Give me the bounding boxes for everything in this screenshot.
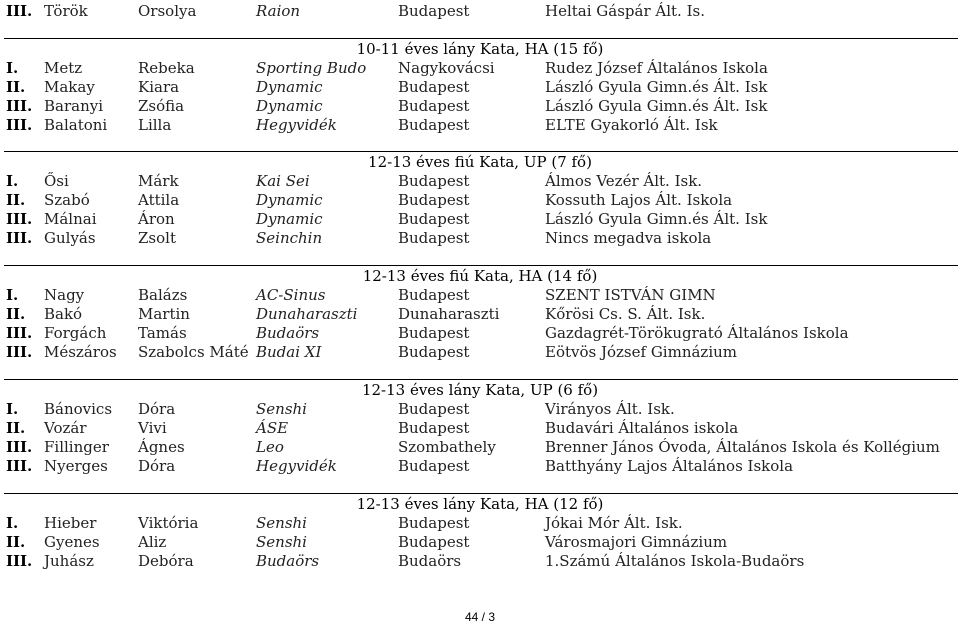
club: Leo — [256, 438, 284, 456]
city: Budapest — [398, 324, 470, 342]
city: Budapest — [398, 400, 470, 418]
section-divider — [4, 379, 958, 380]
result-row — [0, 457, 960, 476]
result-row — [0, 97, 960, 116]
club: Dynamic — [256, 191, 323, 209]
result-row — [0, 400, 960, 419]
last-name: Szabó — [44, 191, 90, 209]
last-name: Forgách — [44, 324, 107, 342]
last-name: Baranyi — [44, 97, 104, 115]
last-name: Juhász — [44, 552, 94, 570]
result-row — [0, 191, 960, 210]
city: Budapest — [398, 78, 470, 96]
first-name: Attila — [138, 191, 180, 209]
club: Dynamic — [256, 210, 323, 228]
school: Batthyány Lajos Általános Iskola — [545, 457, 794, 475]
result-row — [0, 305, 960, 324]
place: I. — [6, 514, 19, 532]
school: Eötvös József Gimnázium — [545, 343, 738, 361]
place: II. — [6, 419, 26, 437]
club: Dynamic — [256, 97, 323, 115]
result-row — [0, 59, 960, 78]
section-title: 12-13 éves lány Kata, HA (12 fő) — [356, 495, 604, 513]
result-row — [0, 286, 960, 305]
school: Virányos Ált. Isk. — [545, 400, 675, 418]
section-title: 10-11 éves lány Kata, HA (15 fő) — [356, 40, 604, 58]
place: III. — [6, 97, 33, 115]
school: László Gyula Gimn.és Ált. Isk — [545, 210, 768, 228]
club: Dynamic — [256, 78, 323, 96]
city: Nagykovácsi — [398, 59, 495, 77]
result-row — [0, 533, 960, 552]
city: Budapest — [398, 419, 470, 437]
city: Budapest — [398, 457, 470, 475]
result-row — [0, 343, 960, 362]
last-name: Nagy — [44, 286, 85, 304]
club: ÁSE — [256, 419, 289, 437]
first-name: Zsófia — [138, 97, 185, 115]
result-row — [0, 552, 960, 571]
last-name: Ősi — [44, 172, 69, 190]
city: Budapest — [398, 2, 470, 20]
place: III. — [6, 457, 33, 475]
club: Senshi — [256, 533, 307, 551]
first-name: Lilla — [138, 116, 172, 134]
result-row — [0, 2, 960, 21]
place: I. — [6, 400, 19, 418]
result-row — [0, 229, 960, 248]
city: Budapest — [398, 343, 470, 361]
first-name: Aliz — [138, 533, 167, 551]
last-name: Török — [44, 2, 88, 20]
first-name: Szabolcs Máté — [138, 343, 249, 361]
club: Senshi — [256, 400, 307, 418]
result-row — [0, 324, 960, 343]
first-name: Dóra — [138, 457, 176, 475]
result-row — [0, 419, 960, 438]
first-name: Viktória — [138, 514, 199, 532]
first-name: Tamás — [138, 324, 187, 342]
first-name: Áron — [138, 210, 175, 228]
last-name: Metz — [44, 59, 83, 77]
last-name: Mészáros — [44, 343, 117, 361]
city: Budaörs — [398, 552, 462, 570]
place: II. — [6, 78, 26, 96]
last-name: Gyenes — [44, 533, 100, 551]
section-title: 12-13 éves fiú Kata, UP (7 fő) — [368, 153, 592, 171]
place: I. — [6, 59, 19, 77]
school: László Gyula Gimn.és Ált. Isk — [545, 97, 768, 115]
city: Budapest — [398, 229, 470, 247]
last-name: Bánovics — [44, 400, 113, 418]
first-name: Kiara — [138, 78, 180, 96]
school: Kossuth Lajos Ált. Iskola — [545, 191, 733, 209]
place: III. — [6, 229, 33, 247]
result-row — [0, 514, 960, 533]
place: I. — [6, 286, 19, 304]
city: Budapest — [398, 191, 470, 209]
section-divider — [4, 151, 958, 152]
school: László Gyula Gimn.és Ált. Isk — [545, 78, 768, 96]
last-name: Málnai — [44, 210, 97, 228]
section-title: 12-13 éves lány Kata, UP (6 fő) — [361, 381, 599, 399]
last-name: Bakó — [44, 305, 83, 323]
school: Gazdagrét-Törökugrató Általános Iskola — [545, 324, 849, 342]
city: Budapest — [398, 533, 470, 551]
school: Jókai Mór Ált. Isk. — [545, 514, 683, 532]
place: III. — [6, 343, 33, 361]
city: Budapest — [398, 116, 470, 134]
school: ELTE Gyakorló Ált. Isk — [545, 116, 718, 134]
first-name: Ágnes — [138, 438, 185, 456]
school: Városmajori Gimnázium — [545, 533, 728, 551]
place: II. — [6, 305, 26, 323]
place: III. — [6, 438, 33, 456]
city: Budapest — [398, 210, 470, 228]
club: Dunaharaszti — [256, 305, 358, 323]
city: Szombathely — [398, 438, 496, 456]
last-name: Gulyás — [44, 229, 96, 247]
first-name: Martin — [138, 305, 190, 323]
club: Raion — [256, 2, 301, 20]
page-number: 44 / 3 — [464, 610, 496, 624]
school: Heltai Gáspár Ált. Is. — [545, 2, 705, 20]
school: Nincs megadva iskola — [545, 229, 712, 247]
result-row — [0, 438, 960, 457]
result-row — [0, 172, 960, 191]
school: Budavári Általános iskola — [545, 419, 739, 437]
first-name: Debóra — [138, 552, 194, 570]
result-row — [0, 210, 960, 229]
result-row — [0, 78, 960, 97]
city: Dunaharaszti — [398, 305, 500, 323]
section-divider — [4, 493, 958, 494]
school: Kőrösi Cs. S. Ált. Isk. — [545, 305, 706, 323]
first-name: Zsolt — [138, 229, 176, 247]
first-name: Dóra — [138, 400, 176, 418]
club: Hegyvidék — [256, 457, 337, 475]
city: Budapest — [398, 286, 470, 304]
school: Rudez József Általános Iskola — [545, 59, 768, 77]
last-name: Nyerges — [44, 457, 108, 475]
club: Budaörs — [256, 552, 320, 570]
first-name: Márk — [138, 172, 179, 190]
club: Seinchin — [256, 229, 323, 247]
school: 1.Számú Általános Iskola-Budaörs — [545, 552, 805, 570]
place: II. — [6, 191, 26, 209]
club: AC-Sinus — [256, 286, 326, 304]
first-name: Rebeka — [138, 59, 195, 77]
section-divider — [4, 265, 958, 266]
city: Budapest — [398, 514, 470, 532]
city: Budapest — [398, 172, 470, 190]
last-name: Fillinger — [44, 438, 109, 456]
school: Álmos Vezér Ált. Isk. — [545, 172, 703, 190]
club: Budai XI — [256, 343, 322, 361]
club: Budaörs — [256, 324, 320, 342]
first-name: Orsolya — [138, 2, 197, 20]
first-name: Balázs — [138, 286, 188, 304]
section-divider — [4, 38, 958, 39]
place: II. — [6, 533, 26, 551]
first-name: Vivi — [138, 419, 167, 437]
club: Kai Sei — [256, 172, 310, 190]
school: Brenner János Óvoda, Általános Iskola és Kollégium — [545, 438, 940, 456]
school: SZENT ISTVÁN GIMN — [545, 286, 716, 304]
club: Senshi — [256, 514, 307, 532]
last-name: Hieber — [44, 514, 97, 532]
city: Budapest — [398, 97, 470, 115]
club: Hegyvidék — [256, 116, 337, 134]
section-title: 12-13 éves fiú Kata, HA (14 fő) — [362, 267, 598, 285]
place: III. — [6, 116, 33, 134]
result-row — [0, 116, 960, 135]
last-name: Vozár — [44, 419, 87, 437]
place: III. — [6, 2, 33, 20]
club: Sporting Budo — [256, 59, 367, 77]
place: III. — [6, 552, 33, 570]
place: III. — [6, 324, 33, 342]
place: III. — [6, 210, 33, 228]
last-name: Balatoni — [44, 116, 108, 134]
place: I. — [6, 172, 19, 190]
last-name: Makay — [44, 78, 95, 96]
